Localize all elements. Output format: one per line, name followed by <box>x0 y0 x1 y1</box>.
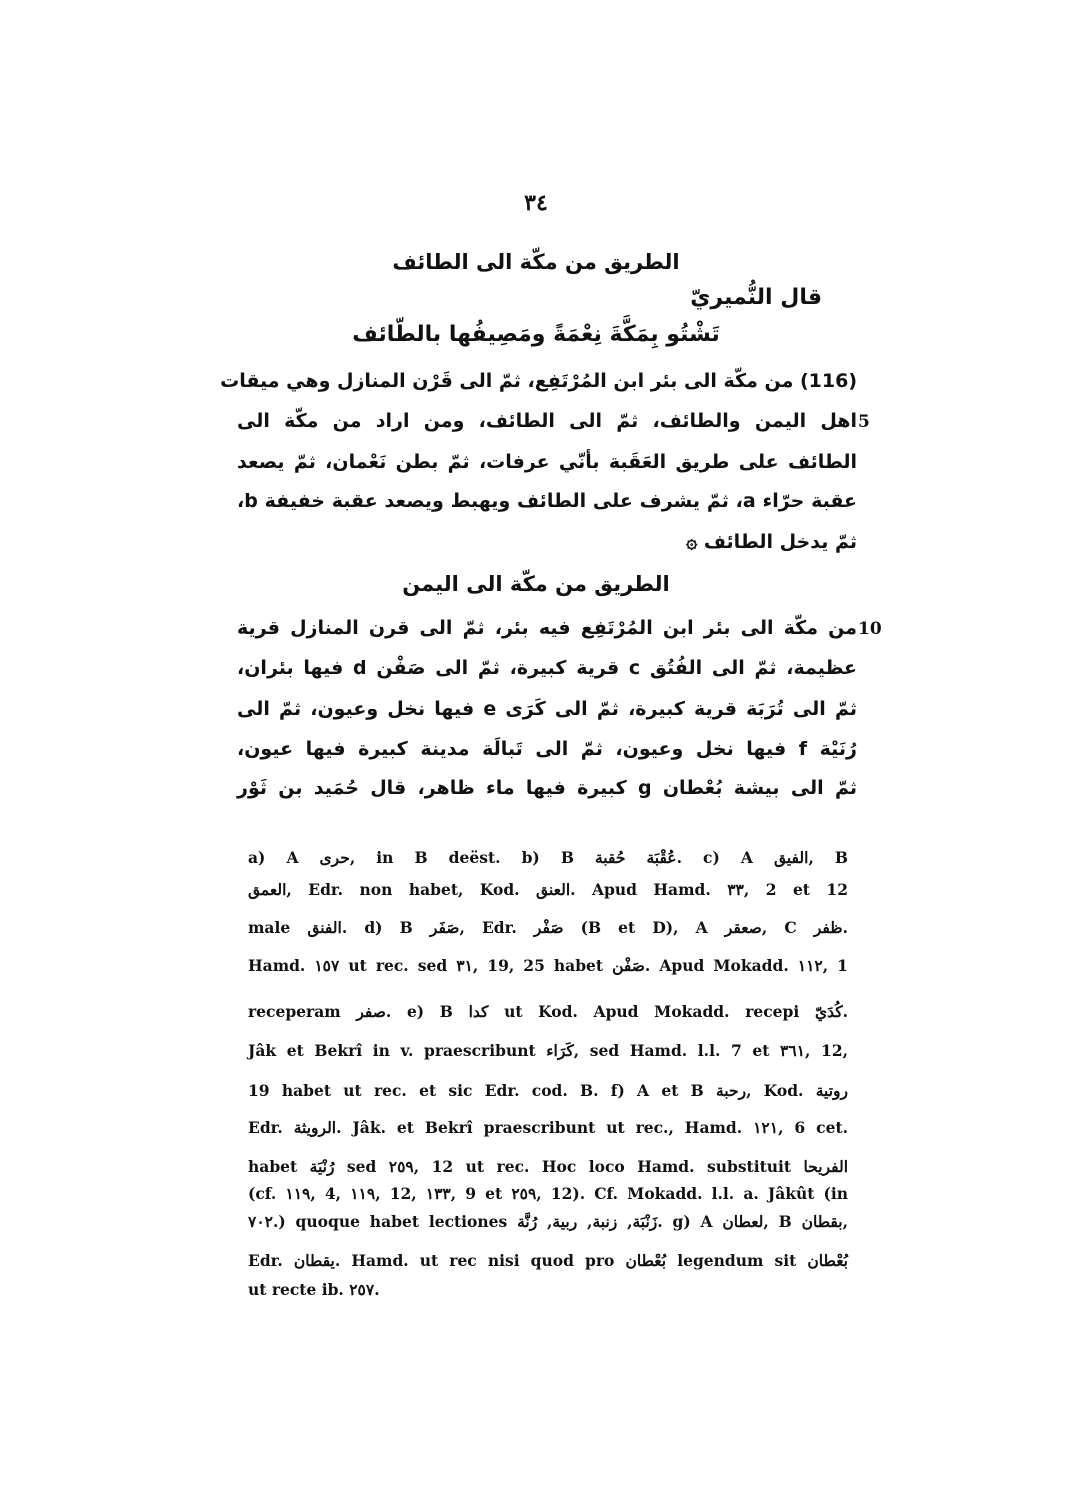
footnote-line: ut recte ib. ٢٥٧. <box>248 1280 380 1299</box>
footnote-line: 19 habet ut rec. et sic Edr. cod. B. f) A et B رحبة, Kod. روتية <box>248 1081 848 1100</box>
section-heading-yemen: الطريق من مكّة الى اليمن <box>402 572 670 596</box>
poet-attribution: قال النُّميريّ <box>690 285 822 310</box>
line-number-10: 10 <box>858 619 882 639</box>
paragraph-line: ثمّ الى بيشة بُعْطان g كبيرة فيها ماء ظاهر، قال حُمَيد بن ثَوْر <box>237 777 857 799</box>
paragraph-line: عظيمة، ثمّ الى الفُتُق c قرية كبيرة، ثمّ الى صَفْن d فيها بئران، <box>237 657 857 679</box>
footnote-line: ٧٠٢.) quoque habet lectiones زَنْبَة, زنبة, ربية, رُنَّة. g) A لعطان, B بقطان, <box>248 1212 848 1231</box>
footnote-line: Edr. الرويثة. Jâk. et Bekrî praescribunt ut rec., Hamd. ١٢١, 6 cet. <box>248 1118 848 1137</box>
footnote-line: العمق, Edr. non habet, Kod. العنق. Apud Hamd. ٣٣, 2 et 12 <box>248 880 848 899</box>
footnote-line: receperam صفر. e) B كدا ut Kod. Apud Mokadd. recepi كُدَيّ. <box>248 1002 848 1021</box>
paragraph-line: ثمّ الى تُرَبَة قرية كبيرة، ثمّ الى كَرَى e فيها نخل وعيون، ثمّ الى <box>237 698 857 720</box>
paragraph-line: عقبة حرّاء a، ثمّ يشرف على الطائف ويهبط ويصعد عقبة خفيفة b، <box>237 490 857 512</box>
footnote-line: male الفنق. d) B صَفَر, Edr. صَفْر (B et D), A صعقر, C ظفر. <box>248 918 849 937</box>
paragraph-line: الطائف على طريق العَقَبة بأنّي عرفات، ثمّ بطن نَعْمان، ثمّ يصعد <box>237 451 857 473</box>
paragraph-line: رُنَيْة f فيها نخل وعيون، ثمّ الى تَبالَة مدينة كبيرة فيها عيون، <box>237 738 857 760</box>
footnote-line: habet رُنْيَة sed ٢٥٩, 12 ut rec. Hoc loco Hamd. substituit الفريحا <box>248 1157 848 1176</box>
paragraph-line: اهل اليمن والطائف، ثمّ الى الطائف، ومن اراد من مكّة الى <box>237 410 857 432</box>
verse-line: تَشْتُو بِمَكَّةَ نِعْمَةً ومَصِيفُها بالطّائف <box>352 322 720 347</box>
footnote-line: (cf. ١١٩, 4, ١١٩, 12, ١٣٣, 9 et ٢٥٩, 12). Cf. Mokadd. l.l. a. Jâkût (in <box>248 1184 849 1203</box>
page-number: ٣٤ <box>524 190 548 216</box>
footnote-line: Edr. يقطان. Hamd. ut rec nisi quod pro بُعْطان legendum sit بُعْطان <box>248 1251 848 1270</box>
paragraph-line: من مكّة الى بئر ابن المُرْتَفِع فيه بئر، ثمّ الى قرن المنازل قرية <box>237 617 857 639</box>
line-number-5: 5 <box>858 412 870 432</box>
section-heading-taif: الطريق من مكّة الى الطائف <box>392 250 680 274</box>
footnote-line: Jâk et Bekrî in v. praescribunt كَرَاء, sed Hamd. l.l. 7 et ٣٦١, 12, <box>248 1041 848 1060</box>
paragraph-line: (116) من مكّة الى بئر ابن المُرْتَفِع، ثمّ الى قَرْن المنازل وهي ميقات <box>220 370 857 392</box>
footnote-line: Hamd. ١٥٧ ut rec. sed ٣١, 19, 25 habet صَفْن. Apud Mokadd. ١١٢, 1 <box>248 956 848 975</box>
footnote-line: a) A حرى, in B deëst. b) B عُقْبَة حُقبة. c) A الفيق, B <box>248 848 848 867</box>
paragraph-line: ثمّ يدخل الطائف ۞ <box>686 531 857 553</box>
